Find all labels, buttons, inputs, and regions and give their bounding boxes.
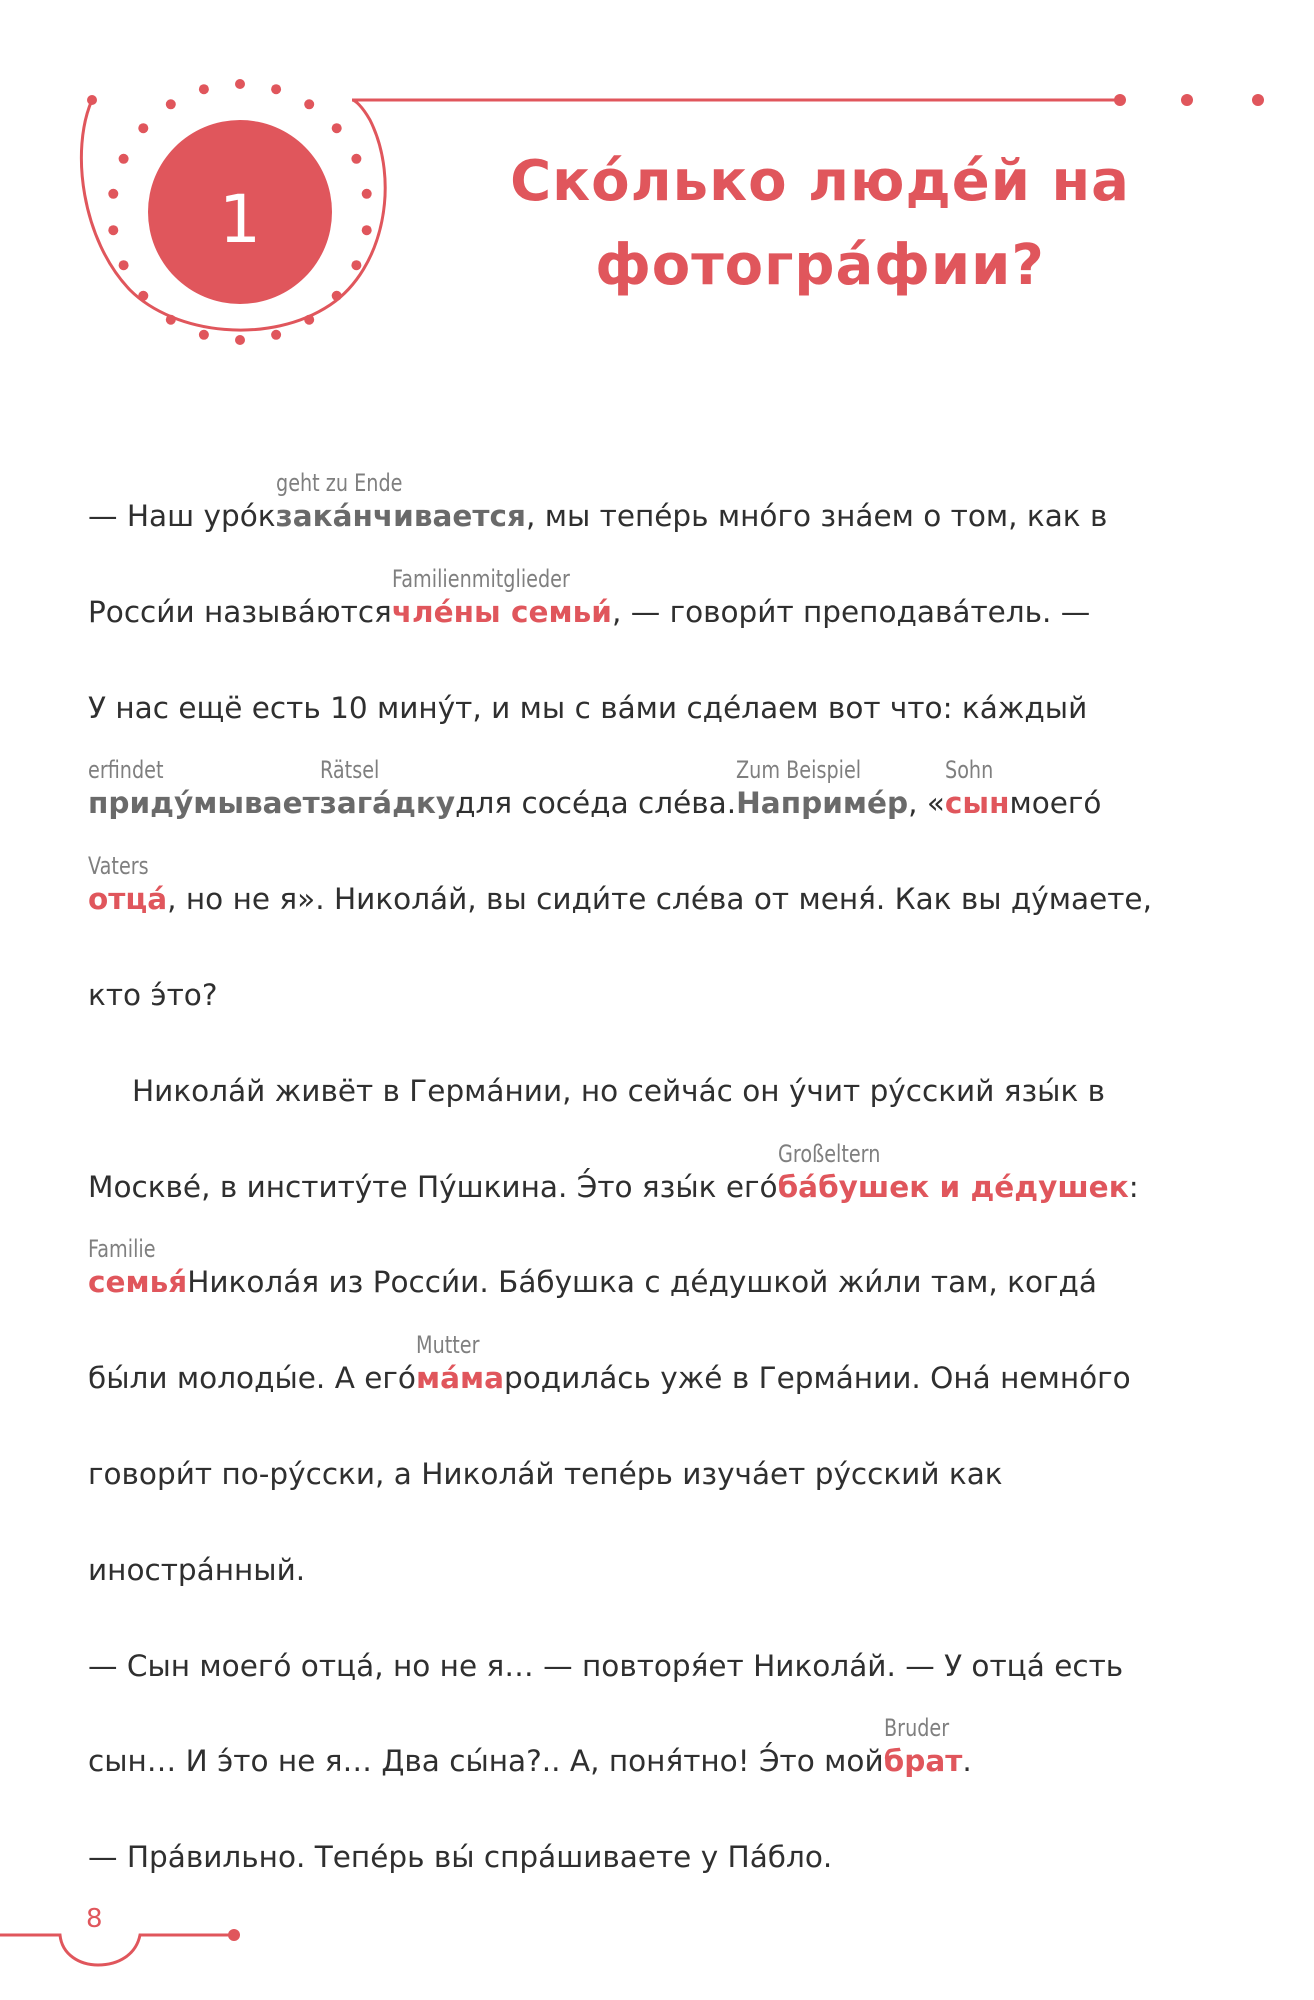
bold-vocab-word: зака́нчивается — [275, 499, 526, 533]
highlighted-vocab-word: брат — [883, 1744, 963, 1779]
text-line — [88, 1109, 1248, 1205]
ring-dot — [332, 123, 342, 133]
segment — [88, 977, 218, 1013]
text-line — [88, 1492, 1248, 1588]
text-line — [88, 534, 1248, 630]
text-segment: У нас ещё есть 10 мину́т, и мы с ва́ми сде́лаем вот что: ка́ждый — [88, 690, 1088, 725]
bold-vocab-word: приду́мывает — [88, 786, 320, 821]
text-line — [88, 1684, 1248, 1780]
ring-dot — [351, 260, 361, 270]
text-segment: говори́т по-ру́сски, а Никола́й тепе́рь изуча́ет ру́сский как — [88, 1456, 1003, 1491]
german-gloss: Mutter — [415, 1331, 480, 1360]
glossed-word — [319, 756, 456, 821]
segment — [88, 1456, 1003, 1492]
ring-dot — [271, 330, 281, 340]
text-row — [88, 1331, 1131, 1396]
ring-dot — [235, 79, 245, 89]
glossed-word — [88, 852, 168, 917]
text-segment: иностра́нный. — [88, 1552, 306, 1587]
glossed-word — [944, 756, 1010, 821]
ring-dot — [304, 315, 314, 325]
chapter-number: 1 — [219, 181, 261, 258]
glossed-word — [391, 564, 612, 630]
highlighted-vocab-word: чле́ны семьи́ — [391, 594, 612, 629]
page-number: 8 — [86, 1904, 103, 1934]
german-gloss: Sohn — [944, 756, 994, 785]
german-gloss: Vaters — [88, 852, 149, 881]
german-gloss: Familienmitglieder — [391, 564, 570, 593]
ring-dot — [235, 335, 245, 345]
text-segment: Никола́й живёт в Герма́нии, но сейча́с он у́чит ру́сский язы́к в — [132, 1073, 1106, 1108]
glossed-word — [736, 756, 909, 821]
glossed-word — [275, 469, 526, 534]
ring-dot — [108, 189, 118, 199]
highlighted-vocab-word: ба́бушек и де́душек — [777, 1169, 1129, 1204]
segment — [88, 1169, 778, 1205]
frame-end-dot — [1114, 94, 1126, 106]
german-gloss: Großeltern — [777, 1139, 880, 1168]
highlighted-vocab-word: сын — [944, 786, 1010, 821]
segment — [962, 1743, 971, 1779]
ring-dot — [119, 260, 129, 270]
segment — [167, 881, 1152, 917]
text-segment: , — говори́т преподава́тель. — — [611, 594, 1091, 629]
title-line-2: фотогра́фии? — [595, 233, 1045, 298]
text-segment: бы́ли молоды́е. А его́ — [88, 1361, 416, 1396]
text-segment: , мы тепе́рь мно́го зна́ем о том, как в — [525, 499, 1108, 533]
text-segment: родила́сь уже́ в Герма́нии. Она́ немно́го — [504, 1361, 1131, 1396]
german-gloss: Familie — [88, 1235, 156, 1264]
title-line-1: Ско́лько люде́й на — [510, 149, 1130, 214]
text-line — [88, 917, 1248, 1013]
text-row — [88, 690, 1087, 726]
segment — [612, 594, 1090, 630]
segment — [187, 1264, 1097, 1300]
text-line — [88, 1205, 1248, 1301]
glossed-word — [88, 756, 320, 821]
ring-dot — [362, 189, 372, 199]
ring-dot — [304, 99, 314, 109]
german-gloss: geht zu Ende — [275, 469, 403, 497]
bold-vocab-word: зага́дку — [319, 786, 456, 821]
text-row — [88, 1839, 832, 1875]
text-row — [88, 469, 1108, 534]
text-segment: моего́ — [1009, 786, 1102, 821]
segment — [88, 594, 392, 630]
text-line — [88, 1396, 1248, 1492]
text-segment: , « — [908, 786, 945, 821]
text-segment: сын… И э́то не я… Два сы́на?.. А, поня́тно! Э́то мой — [88, 1744, 884, 1779]
text-segment: кто э́то? — [88, 977, 218, 1012]
text-line — [88, 1300, 1248, 1396]
segment — [88, 690, 1087, 726]
text-segment: Москве́, в институ́те Пу́шкина. Э́то язы́к его́ — [88, 1169, 778, 1204]
text-line — [88, 726, 1248, 822]
german-gloss: Bruder — [883, 1714, 949, 1743]
segment — [1129, 1169, 1139, 1205]
text-line — [88, 630, 1248, 726]
ring-dot — [108, 225, 118, 235]
ring-dot — [332, 291, 342, 301]
text-segment: , но не я». Никола́й, вы сиди́те сле́ва от меня́. Как вы ду́маете, — [167, 882, 1152, 917]
ring-dot — [199, 330, 209, 340]
text-line — [88, 440, 1248, 534]
glossed-word — [88, 1235, 188, 1300]
ring-dot — [199, 84, 209, 94]
german-gloss: Rätsel — [319, 756, 380, 785]
segment — [132, 1073, 1105, 1109]
lesson-text — [88, 440, 1248, 1875]
text-row — [88, 1648, 1123, 1684]
text-line — [88, 1588, 1248, 1684]
ring-dot — [166, 99, 176, 109]
ring-dot — [138, 123, 148, 133]
text-segment: . — [962, 1744, 972, 1779]
text-row — [88, 1456, 1003, 1492]
highlighted-vocab-word: отца́ — [88, 882, 168, 917]
text-segment: — Пра́вильно. Тепе́рь вы́ спра́шиваете у Па́бло. — [88, 1840, 833, 1875]
bold-vocab-word: Наприме́р — [736, 786, 909, 821]
text-row — [88, 756, 1102, 821]
text-segment: — Сын моего́ отца́, но не я… — повторя́ет Никола́й. — У отца́ есть — [88, 1648, 1124, 1683]
segment — [88, 1648, 1123, 1684]
text-line — [88, 1779, 1248, 1875]
text-row — [88, 852, 1152, 917]
ring-dot — [119, 154, 129, 164]
text-row — [88, 1139, 1139, 1205]
text-segment: Росси́и называ́ются — [88, 594, 392, 629]
segment — [455, 785, 736, 821]
segment — [88, 1360, 416, 1396]
text-row — [88, 1235, 1097, 1300]
segment — [908, 785, 945, 821]
text-segment: : — [1128, 1169, 1139, 1204]
text-segment: Никола́я из Росси́и. Ба́бушка с де́душкой жи́ли там, когда́ — [187, 1265, 1097, 1300]
text-row — [88, 1714, 972, 1779]
ring-dot — [166, 315, 176, 325]
german-gloss: Zum Beispiel — [736, 756, 862, 785]
ring-dot — [271, 84, 281, 94]
text-row — [132, 1073, 1105, 1109]
text-line — [88, 1013, 1248, 1109]
segment — [504, 1360, 1131, 1396]
trail-dot — [1252, 94, 1264, 106]
segment — [88, 1839, 832, 1875]
page-footer-decoration — [0, 1880, 400, 2000]
frame-start-dot — [87, 95, 97, 105]
text-row — [88, 977, 218, 1013]
segment — [88, 498, 276, 534]
german-gloss: erfindet — [88, 756, 164, 785]
text-row — [88, 564, 1091, 630]
text-segment: — Наш уро́к — [88, 499, 276, 533]
glossed-word — [777, 1139, 1129, 1205]
segment — [88, 1552, 305, 1588]
trail-dot — [1181, 94, 1193, 106]
text-segment: для сосе́да сле́ва. — [455, 786, 737, 821]
segment — [1009, 785, 1101, 821]
ring-dot — [362, 225, 372, 235]
highlighted-vocab-word: семья́ — [88, 1265, 188, 1300]
text-line — [88, 821, 1248, 917]
page-title — [440, 140, 1200, 308]
segment — [526, 498, 1107, 534]
glossed-word — [415, 1331, 504, 1396]
glossed-word — [883, 1714, 963, 1779]
ring-dot — [351, 154, 361, 164]
segment — [88, 1743, 884, 1779]
highlighted-vocab-word: ма́ма — [415, 1361, 504, 1396]
ring-dot — [138, 291, 148, 301]
text-row — [88, 1552, 305, 1588]
